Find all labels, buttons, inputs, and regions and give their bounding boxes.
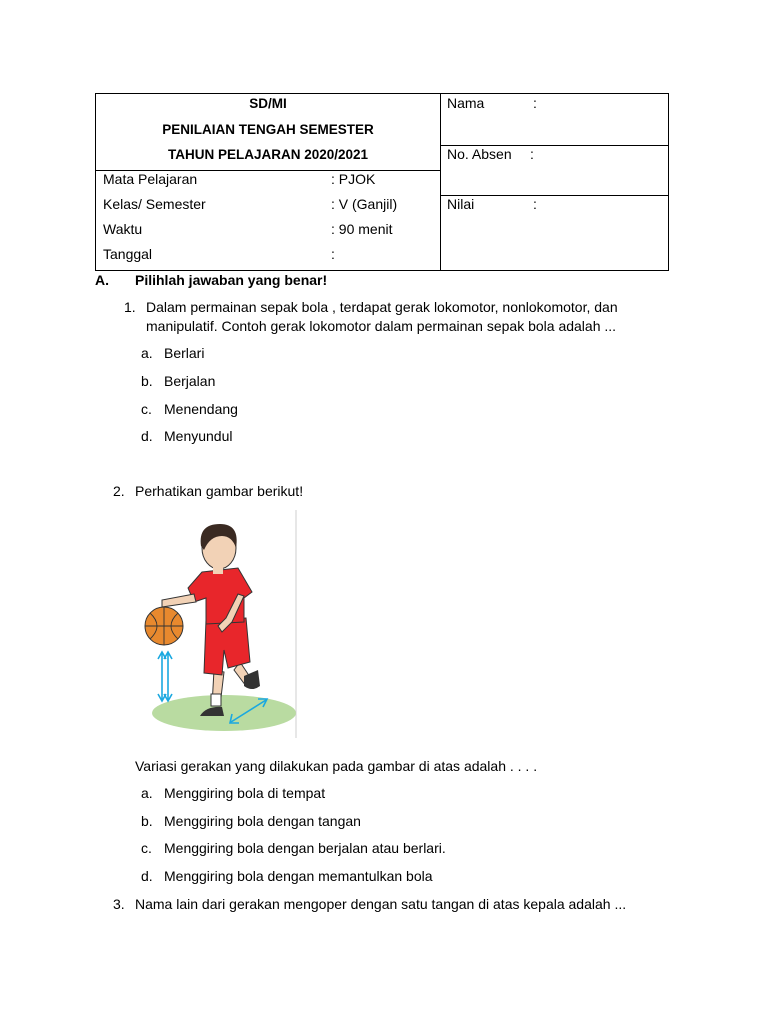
option-text: Menyundul [164, 428, 233, 444]
field-label-class: Kelas/ Semester [103, 196, 206, 212]
option-letter: d. [141, 868, 153, 884]
exam-header-table [95, 93, 669, 271]
student-value-name: : [533, 95, 537, 111]
question-number: 2. [113, 483, 125, 499]
question-text-line: manipulatif. Contoh gerak lokomotor dalam permainan sepak bola adalah ... [146, 318, 617, 334]
ground-shadow [152, 695, 296, 731]
header-divider-vertical [440, 94, 441, 270]
question-number: 1. [124, 299, 136, 315]
dribbling-boy-illustration [136, 510, 298, 738]
question-text: Nama lain dari gerakan mengoper dengan satu tangan di atas kepala adalah ... [135, 896, 627, 912]
option-letter: c. [141, 401, 152, 417]
field-value-class: : V (Ganjil) [331, 196, 398, 212]
field-label-subject: Mata Pelajaran [103, 171, 198, 187]
option-text: Menggiring bola dengan tangan [164, 813, 361, 829]
student-value-score: : [533, 196, 537, 212]
field-value-subject: : PJOK [331, 171, 376, 187]
student-label-absen: No. Absen [447, 146, 512, 162]
option-text: Menggiring bola dengan memantulkan bola [164, 868, 433, 884]
option-letter: d. [141, 428, 153, 444]
option-text: Berjalan [164, 373, 216, 389]
option-letter: a. [141, 345, 153, 361]
option-text: Berlari [164, 345, 205, 361]
section-title: Pilihlah jawaban yang benar! [135, 272, 328, 288]
option-letter: b. [141, 373, 153, 389]
student-label-score: Nilai [447, 196, 475, 212]
option-letter: b. [141, 813, 153, 829]
field-label-time: Waktu [103, 221, 143, 237]
option-text: Menendang [164, 401, 238, 417]
question-followup: Variasi gerakan yang dilakukan pada gambar di atas adalah . . . . [135, 758, 538, 774]
section-letter: A. [95, 272, 109, 288]
option-text: Menggiring bola dengan berjalan atau berlari. [164, 840, 446, 856]
exam-title: PENILAIAN TENGAH SEMESTER [162, 122, 374, 137]
field-value-time: : 90 menit [331, 221, 393, 237]
option-letter: c. [141, 840, 152, 856]
option-text: Menggiring bola di tempat [164, 785, 326, 801]
field-value-date: : [331, 246, 335, 262]
question-text: Perhatikan gambar berikut! [135, 483, 304, 499]
student-value-absen: : [530, 146, 534, 162]
option-letter: a. [141, 785, 153, 801]
school-level: SD/MI [249, 96, 287, 111]
academic-year: TAHUN PELAJARAN 2020/2021 [167, 147, 369, 162]
field-label-date: Tanggal [103, 246, 153, 262]
question-text-line: Dalam permainan sepak bola , terdapat gerak lokomotor, nonlokomotor, dan [146, 299, 618, 315]
student-label-name: Nama [447, 95, 485, 111]
question-number: 3. [113, 896, 125, 912]
bounce-arrow-icon [158, 652, 172, 701]
